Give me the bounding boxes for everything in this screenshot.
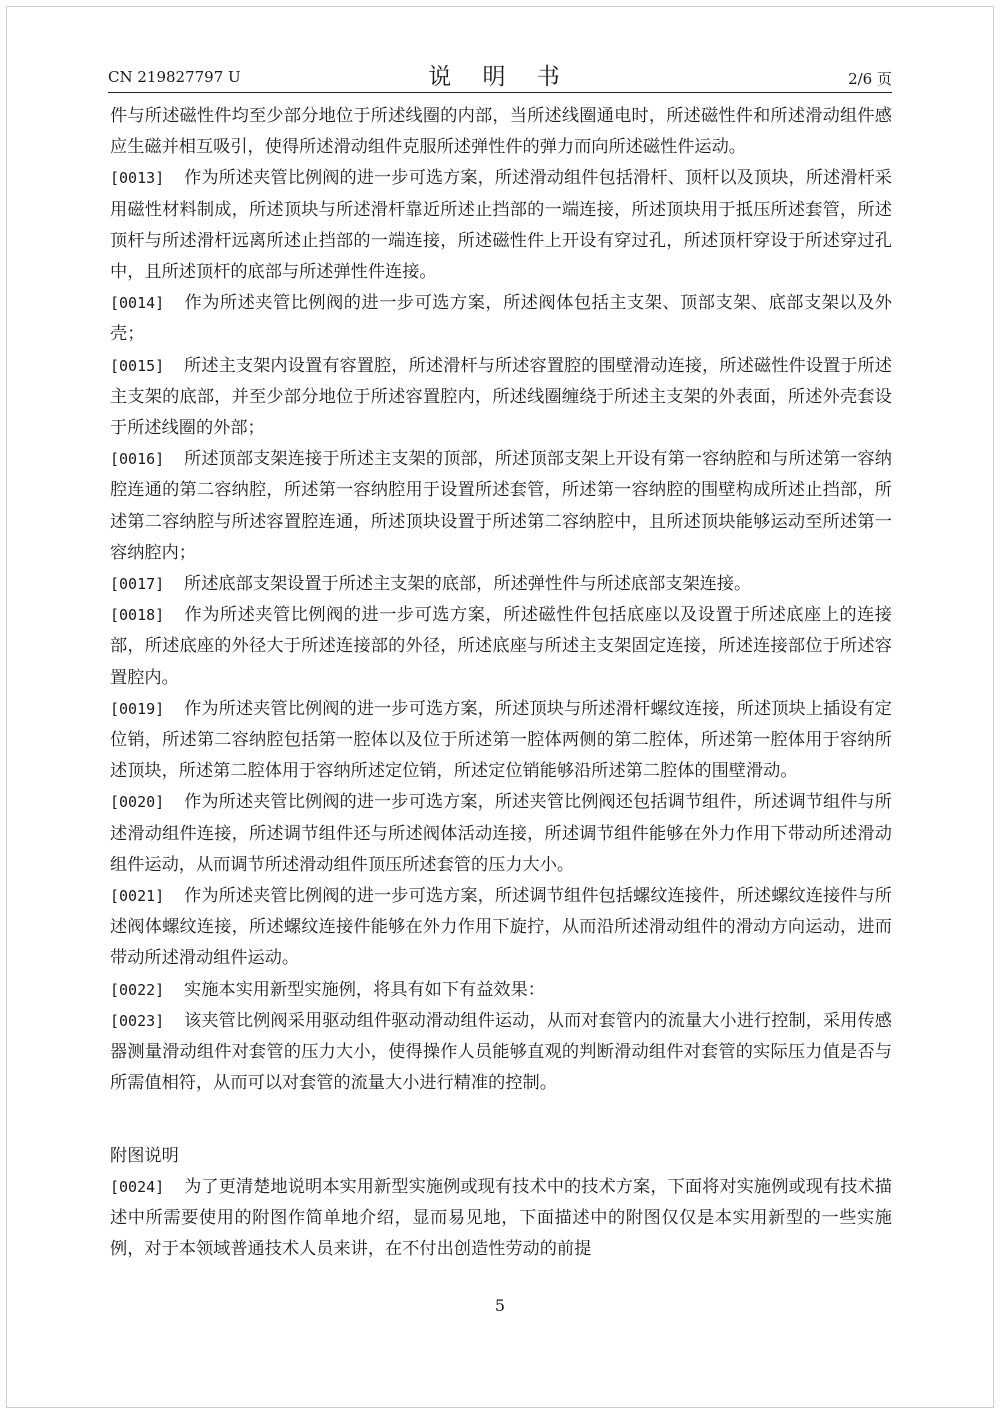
section-heading: 附图说明 bbox=[110, 1145, 179, 1166]
paragraph: 件与所述磁性件均至少部分地位于所述线圈的内部，当所述线圈通电时，所述磁性件和所述滑动组件感应生磁并相互吸引，使得所述滑动组件克服所述弹性件的弹力而向所述磁性件运动。 bbox=[110, 106, 892, 158]
doc-title: 说 明 书 bbox=[428, 64, 572, 90]
paragraph: [0019] 作为所述夹管比例阀的进一步可选方案，所述顶块与所述滑杆螺纹连接，所述顶块上插设有定位销，所述第二容纳腔包括第一腔体以及位于所述第一腔体两侧的第二腔体，所述第一腔体用于容纳所述顶块，所述第二腔体用于容纳所述定位销，所述定位销能够沿所述第二腔体的围壁滑动。 bbox=[110, 694, 892, 788]
paragraph: [0020] 作为所述夹管比例阀的进一步可选方案，所述夹管比例阀还包括调节组件，所述调节组件与所述滑动组件连接，所述调节组件还与所述阀体活动连接，所述调节组件能够在外力作用下带动所述滑动组件运动，从而调节所述滑动组件顶压所述套管的压力大小。 bbox=[110, 787, 892, 881]
paragraph-number: [0019] bbox=[110, 699, 165, 718]
header-divider bbox=[108, 92, 892, 93]
paragraph: [0022] 实施本实用新型实施例，将具有如下有益效果： bbox=[110, 975, 892, 1006]
paragraph: [0023] 该夹管比例阀采用驱动组件驱动滑动组件运动，从而对套管内的流量大小进行控制，采用传感器测量滑动组件对套管的压力大小，使得操作人员能够直观的判断滑动组件对套管的实际压力值是否与所需值相符，从而可以对套管的流量大小进行精准的控制。 bbox=[110, 1006, 892, 1100]
page-header bbox=[108, 58, 892, 92]
paragraph-number: [0020] bbox=[110, 793, 165, 812]
paragraph: [0015] 所述主支架内设置有容置腔，所述滑杆与所述容置腔的围壁滑动连接，所述磁性件设置于所述主支架的底部，并至少部分地位于所述容置腔内，所述线圈缠绕于所述主支架的外表面，所述外壳套设于所述线圈的外部； bbox=[110, 351, 892, 445]
document-body bbox=[110, 101, 892, 1266]
paragraph-number: [0015] bbox=[110, 356, 165, 375]
page-number: 5 bbox=[494, 1296, 506, 1315]
paragraph-number: [0018] bbox=[110, 606, 165, 625]
paragraph-number: [0024] bbox=[110, 1177, 165, 1196]
paragraph: [0021] 作为所述夹管比例阀的进一步可选方案，所述调节组件包括螺纹连接件，所述螺纹连接件与所述阀体螺纹连接，所述螺纹连接件能够在外力作用下旋拧，从而沿所述滑动组件的滑动方向运动，进而带动所述滑动组件运动。 bbox=[110, 881, 892, 975]
paragraph: [0017] 所述底部支架设置于所述主支架的底部，所述弹性件与所述底部支架连接。 bbox=[110, 569, 892, 600]
page-info: 2/6 页 bbox=[848, 70, 892, 88]
paragraph-number: [0016] bbox=[110, 450, 165, 469]
paragraph: [0018] 作为所述夹管比例阀的进一步可选方案，所述磁性件包括底座以及设置于所述底座上的连接部，所述底座的外径大于所述连接部的外径，所述底座与所述主支架固定连接，所述连接部位于所述容置腔内。 bbox=[110, 600, 892, 694]
paragraph-number: [0022] bbox=[110, 980, 165, 999]
paragraph-number: [0021] bbox=[110, 887, 165, 906]
paragraph-number: [0013] bbox=[110, 169, 165, 188]
paragraph-number: [0017] bbox=[110, 575, 165, 594]
paragraph: [0014] 作为所述夹管比例阀的进一步可选方案，所述阀体包括主支架、顶部支架、底部支架以及外壳； bbox=[110, 288, 892, 350]
doc-number: CN 219827797 U bbox=[108, 68, 241, 86]
paragraph: [0013] 作为所述夹管比例阀的进一步可选方案，所述滑动组件包括滑杆、顶杆以及顶块，所述滑杆采用磁性材料制成，所述顶块与所述滑杆靠近所述止挡部的一端连接，所述顶块用于抵压所述套管，所述顶杆与所述滑杆远离所述止挡部的一端连接，所述磁性件上开设有穿过孔，所述顶杆穿设于所述穿过孔中，且所述顶杆的底部与所述弹性件连接。 bbox=[110, 163, 892, 288]
paragraph: [0024] 为了更清楚地说明本实用新型实施例或现有技术中的技术方案，下面将对实施例或现有技术描述中所需要使用的附图作简单地介绍，显而易见地，下面描述中的附图仅仅是本实用新型的一些实施例，对于本领域普通技术人员来讲，在不付出创造性劳动的前提 bbox=[110, 1172, 892, 1266]
paragraph bbox=[110, 1100, 892, 1131]
paragraph: [0016] 所述顶部支架连接于所述主支架的顶部，所述顶部支架上开设有第一容纳腔和与所述第一容纳腔连通的第二容纳腔，所述第一容纳腔用于设置所述套管，所述第一容纳腔的围壁构成所述止挡部，所述第二容纳腔与所述容置腔连通，所述顶块设置于所述第二容纳腔中，且所述顶块能够运动至所述第一容纳腔内； bbox=[110, 444, 892, 569]
paragraph-number: [0023] bbox=[110, 1011, 165, 1030]
paragraph-number: [0014] bbox=[110, 294, 165, 313]
